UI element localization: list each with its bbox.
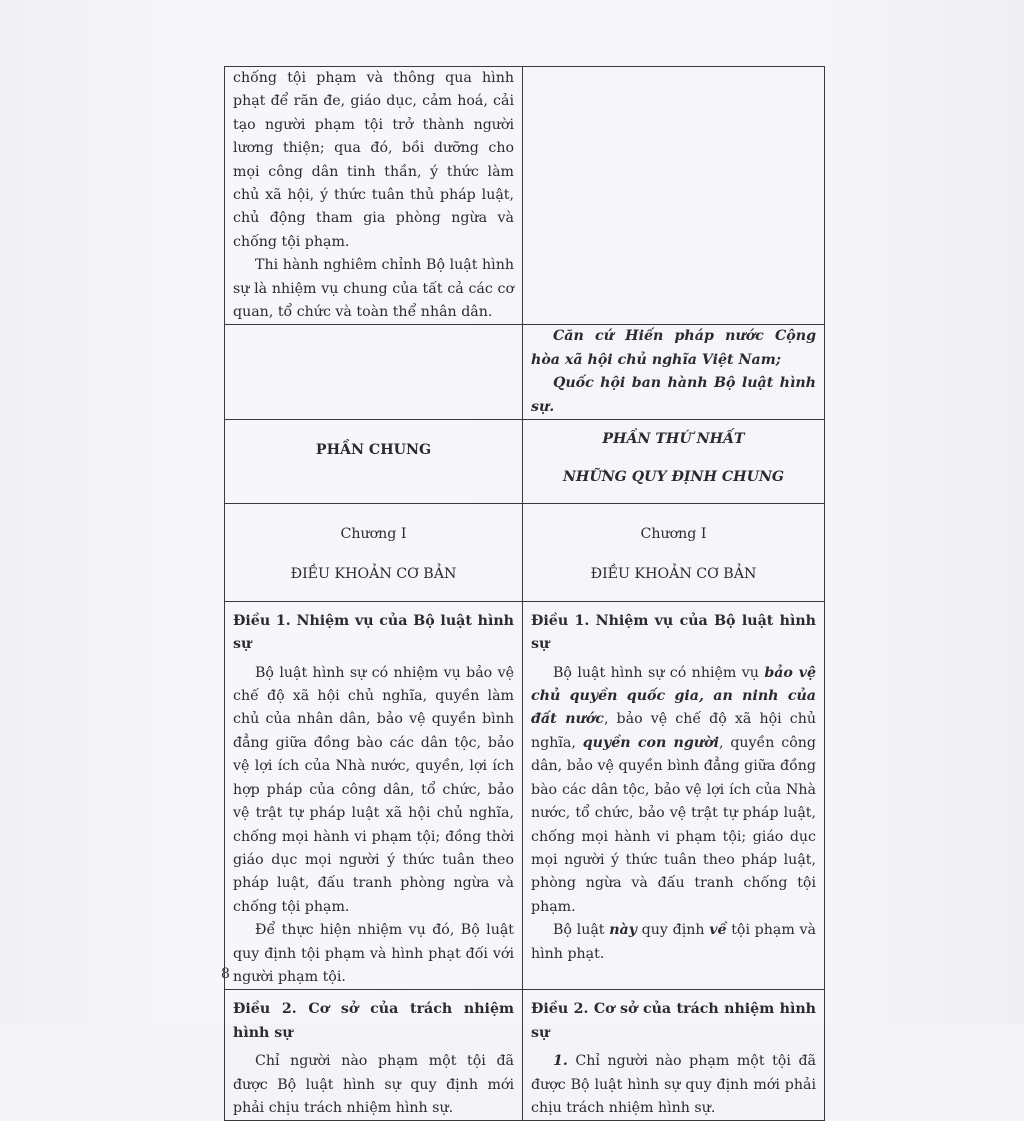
table-row	[225, 67, 825, 325]
article2-left-para: Chỉ người nào phạm một tội đã được Bộ luật hình sự quy định mới phải chịu trách nhiệm hình sự.	[233, 1053, 514, 1116]
article1-left-para-1: Bộ luật hình sự có nhiệm vụ bảo vệ chế độ xã hội chủ nghĩa, quyền làm chủ của nhân dân, bảo vệ quyền bình đẳng giữa đồng bào các dân tộc, bảo vệ lợi ích của Nhà nước, quyền, lợi ích hợp pháp của công dân, tổ chức, bảo vệ trật tự pháp luật xã hội chủ nghĩa, chống mọi hành vi phạm tội; đồng thời giáo dục mọi người ý thức tuân theo pháp luật, đấu tranh phòng ngừa và chống tội phạm.	[233, 664, 514, 915]
article1-right-para-1	[531, 662, 816, 919]
part-left-cell	[225, 420, 523, 504]
preamble-line-1: Căn cứ Hiến pháp nước Cộng hòa xã hội chủ nghĩa Việt Nam;	[531, 328, 816, 368]
intro-left-para-2: Thi hành nghiêm chỉnh Bộ luật hình sự là nhiệm vụ chung của tất cả các cơ quan, tổ chức và toàn thể nhân dân.	[233, 257, 514, 321]
text-run: Chỉ người nào phạm một tội đã được Bộ luật hình sự quy định mới phải chịu trách nhiệm hình sự.	[531, 1053, 816, 1116]
intro-left-para-1: chống tội phạm và thông qua hình phạt để răn đe, giáo dục, cảm hoá, cải tạo người phạm tội trở thành người lương thiện; qua đó, bồi dưỡng cho mọi công dân tinh thần, ý thức làm chủ xã hội, ý thức tuân thủ pháp luật, chủ động tham gia phòng ngừa và chống tội phạm.	[233, 70, 514, 250]
intro-left-cell	[225, 67, 523, 325]
chapter-left-cell	[225, 504, 523, 602]
article1-right-cell	[523, 601, 825, 990]
table-row	[225, 601, 825, 990]
chapter-right-number: Chương I	[640, 526, 707, 543]
clause-number: 1.	[553, 1053, 568, 1070]
table-row	[225, 504, 825, 602]
preamble-left-cell	[225, 325, 523, 420]
part-right-heading-1: PHẦN THỨ NHẤT	[602, 431, 745, 448]
text-run: , bảo vệ chế độ xã hội chủ nghĩa,	[531, 711, 816, 751]
part-left-heading: PHẦN CHUNG	[315, 441, 432, 458]
text-run: Bộ luật hình sự có nhiệm vụ	[553, 664, 765, 681]
chapter-right-title: ĐIỀU KHOẢN CƠ BẢN	[590, 565, 757, 582]
amended-text: bảo vệ chủ quyền quốc gia, an ninh của đất nước	[531, 664, 816, 728]
text-run: Bộ luật	[553, 922, 610, 939]
part-right-cell	[523, 420, 825, 504]
text-run: tội phạm và hình phạt.	[531, 922, 816, 962]
amended-text: quyền con người	[582, 734, 719, 751]
chapter-right-cell	[523, 504, 825, 602]
amended-text: này	[609, 922, 637, 939]
article2-right-title: Điều 2. Cơ sở của trách nhiệm hình sự	[531, 1001, 816, 1041]
intro-right-cell	[523, 67, 825, 325]
chapter-left-number: Chương I	[340, 526, 407, 543]
chapter-left-title: ĐIỀU KHOẢN CƠ BẢN	[290, 565, 457, 582]
article1-left-cell	[225, 601, 523, 990]
article2-left-cell	[225, 990, 523, 1121]
article2-right-cell	[523, 990, 825, 1121]
article1-left-para-2: Để thực hiện nhiệm vụ đó, Bộ luật quy định tội phạm và hình phạt đối với người phạm tội.	[233, 922, 514, 985]
preamble-line-2: Quốc hội ban hành Bộ luật hình sự.	[531, 375, 816, 415]
page-number: 8	[221, 966, 230, 982]
amended-text: về	[709, 922, 727, 939]
preamble-right-cell	[523, 325, 825, 420]
text-run: quy định	[636, 922, 710, 939]
article1-right-para-2	[531, 919, 816, 966]
article2-right-para	[531, 1050, 816, 1120]
comparison-table	[224, 66, 825, 1121]
article1-left-title: Điều 1. Nhiệm vụ của Bộ luật hình sự	[233, 612, 514, 653]
table-row	[225, 990, 825, 1121]
text-run: , quyền công dân, bảo vệ quyền bình đẳng giữa đồng bào các dân tộc, bảo vệ lợi ích của Nhà nước, tổ chức, bảo vệ trật tự pháp luật, chống mọi hành vi phạm tội; giáo dục mọi người ý thức tuân theo pháp luật, phòng ngừa và đấu tranh chống tội phạm.	[531, 734, 816, 915]
article2-left-title: Điều 2. Cơ sở của trách nhiệm hình sự	[233, 1001, 514, 1041]
article1-right-title: Điều 1. Nhiệm vụ của Bộ luật hình sự	[531, 612, 816, 653]
part-right-heading-2: NHỮNG QUY ĐỊNH CHUNG	[562, 468, 785, 485]
table-row	[225, 420, 825, 504]
table-row	[225, 325, 825, 420]
